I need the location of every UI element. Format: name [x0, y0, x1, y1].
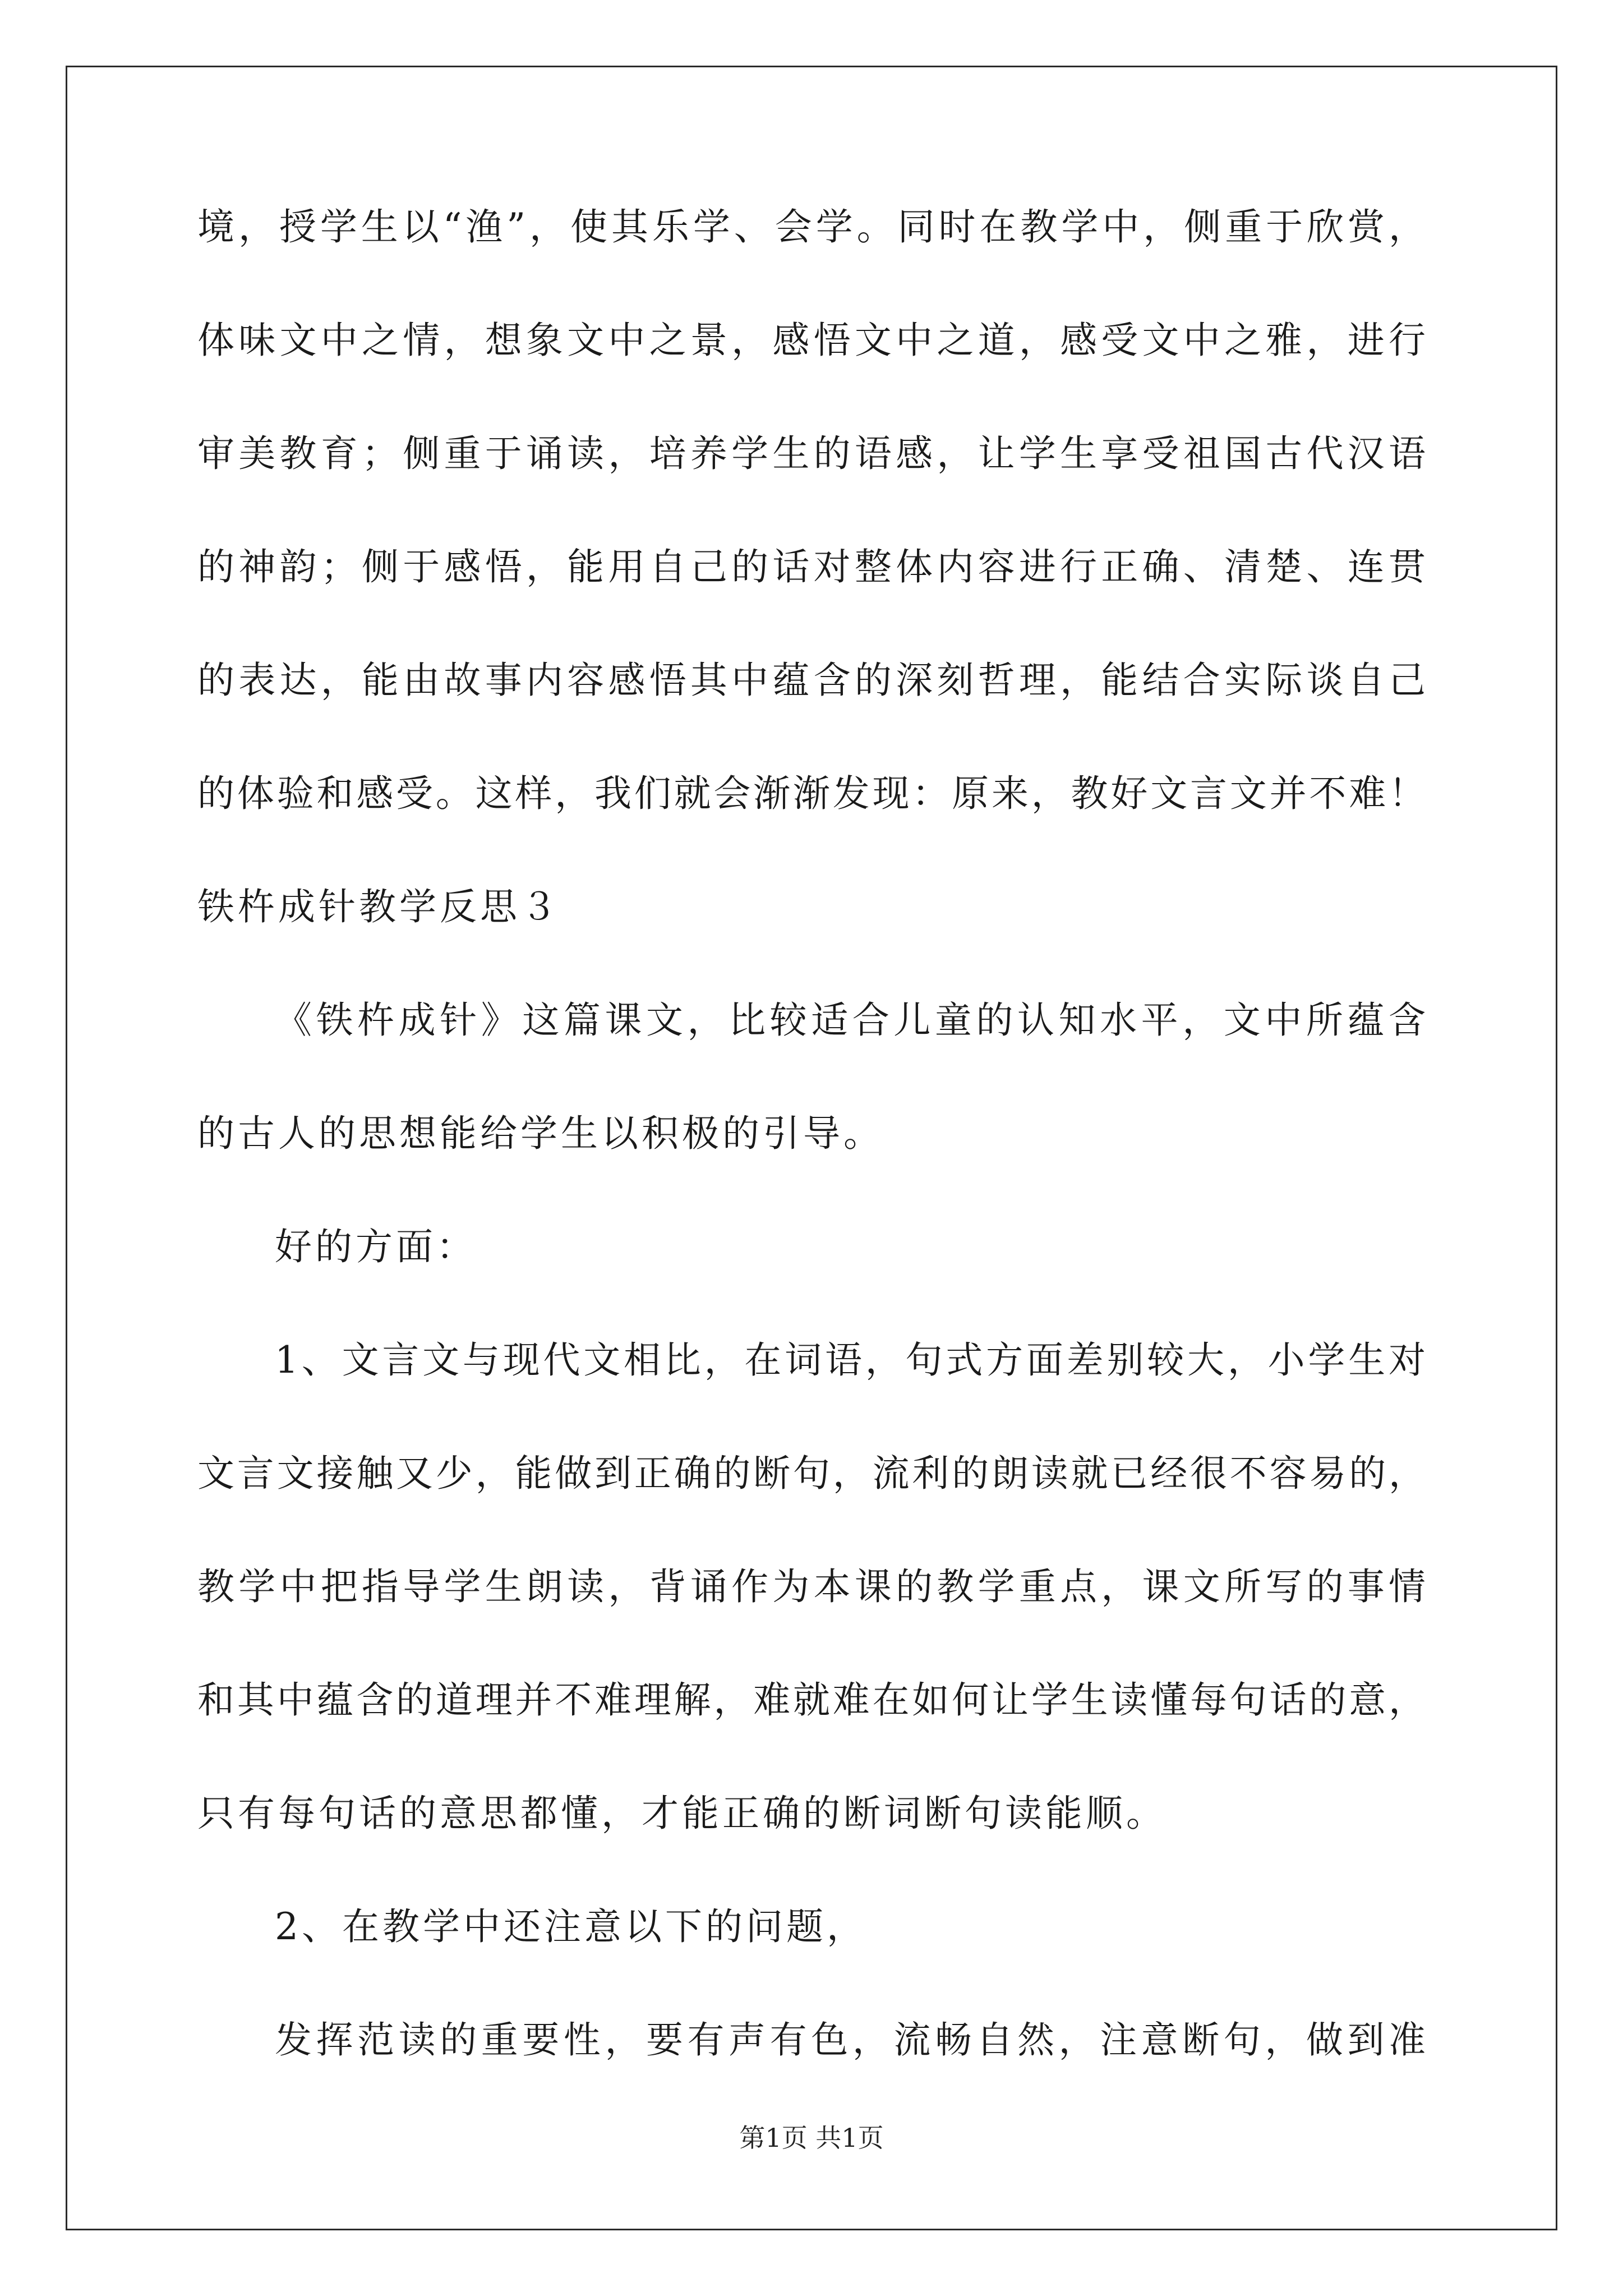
- section-heading: 铁杵成针教学反思３: [197, 885, 561, 928]
- paragraph-line: 《铁杵成针》这篇课文，比较适合儿童的认知水平，文中所蕴含: [275, 999, 1426, 1042]
- paragraph-line: 教学中把指导学生朗读，背诵作为本课的教学重点，课文所写的事情: [197, 1565, 1426, 1608]
- paragraph-line: 1、文言文与现代文相比，在词语，句式方面差别较大，小学生对: [275, 1338, 1426, 1382]
- paragraph-line: 文言文接触又少，能做到正确的断句，流利的朗读就已经很不容易的，: [197, 1452, 1426, 1495]
- paragraph-line: 只有每句话的意思都懂，才能正确的断词断句读能顺。: [197, 1792, 1166, 1835]
- page-footer: 第1页 共1页: [739, 2123, 884, 2153]
- paragraph-line: 和其中蕴含的道理并不难理解，难就难在如何让学生读懂每句话的意，: [197, 1678, 1426, 1722]
- paragraph-line: 境，授学生以“渔”，使其乐学、会学。同时在教学中，侧重于欣赏，: [197, 205, 1426, 249]
- paragraph-line: 的古人的思想能给学生以积极的引导。: [197, 1112, 884, 1155]
- paragraph-line: 的体验和感受。这样，我们就会渐渐发现：原来，教好文言文并不难！: [197, 772, 1426, 815]
- paragraph-line: 的神韵；侧于感悟，能用自己的话对整体内容进行正确、清楚、连贯: [197, 545, 1426, 588]
- paragraph-line: 审美教育；侧重于诵读，培养学生的语感，让学生享受祖国古代汉语: [197, 432, 1426, 475]
- paragraph-line: 好的方面：: [275, 1225, 477, 1268]
- paragraph-line: 发挥范读的重要性，要有声有色，流畅自然，注意断句，做到准: [275, 2018, 1426, 2062]
- paragraph-line: 体味文中之情，想象文中之景，感悟文中之道，感受文中之雅，进行: [197, 319, 1426, 362]
- paragraph-line: 2、在教学中还注意以下的问题，: [275, 1905, 867, 1948]
- paragraph-line: 的表达，能由故事内容感悟其中蕴含的深刻哲理，能结合实际谈自己: [197, 659, 1426, 702]
- document-body: [197, 205, 1426, 2135]
